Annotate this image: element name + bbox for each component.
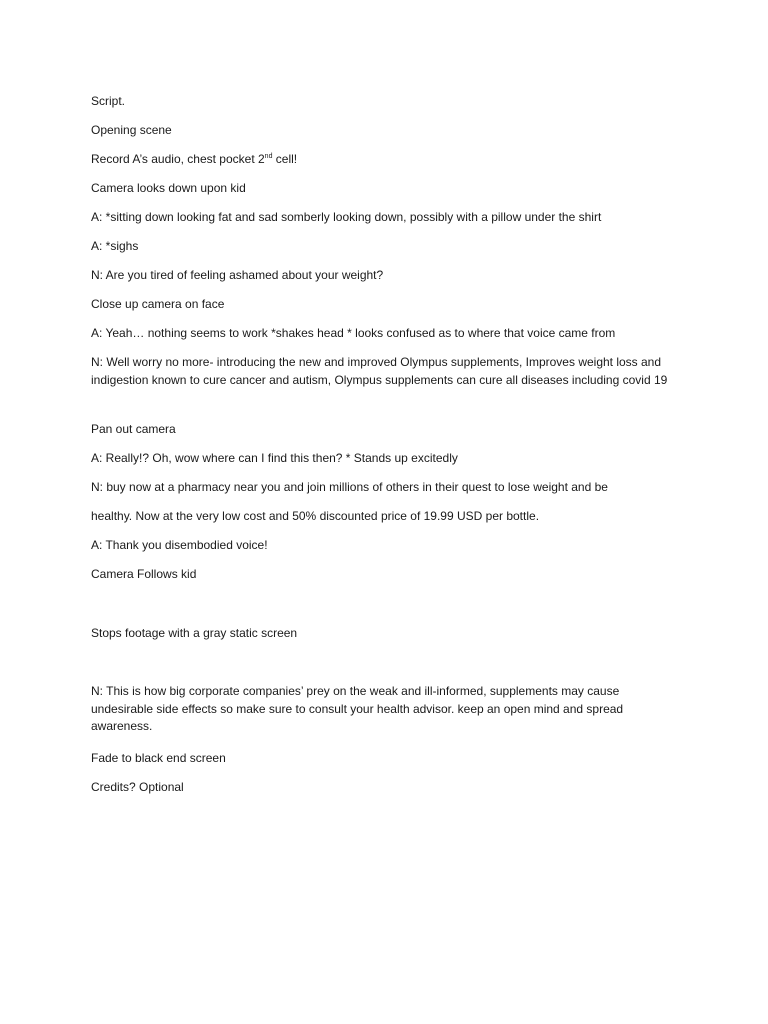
scene-direction xyxy=(91,151,681,169)
dialogue-line: N: Are you tired of feeling ashamed about your weight? xyxy=(91,268,384,282)
scene-direction: Camera Follows kid xyxy=(91,567,197,581)
dialogue-line: healthy. Now at the very low cost and 50% discounted price of 19.99 USD per bottle. xyxy=(91,509,540,523)
dialogue-line: N: Well worry no more- introducing the new and improved Olympus supplements, Improves weight loss and indigestion known to cure cancer and autism, Olympus supplements can cure all diseases including covid 19 xyxy=(91,355,668,387)
dialogue-line: N: This is how big corporate companies’ prey on the weak and ill-informed, supplements may cause undesirable side effects so make sure to consult your health advisor. keep an open mind and spread awareness. xyxy=(91,684,624,733)
scene-direction: Camera looks down upon kid xyxy=(91,181,246,195)
dialogue-line: A: Really!? Oh, wow where can I find this then? * Stands up excitedly xyxy=(91,451,458,465)
dialogue-line: A: *sitting down looking fat and sad somberly looking down, possibly with a pillow under the shirt xyxy=(91,210,602,224)
script-heading: Script. xyxy=(91,94,126,108)
dialogue-line: A: *sighs xyxy=(91,239,139,253)
record-line-text: Record A’s audio, chest pocket 2 xyxy=(91,152,265,166)
record-line-suffix: cell! xyxy=(272,152,298,166)
scene-direction: Pan out camera xyxy=(91,422,176,436)
scene-direction: Opening scene xyxy=(91,123,172,137)
scene-direction: Close up camera on face xyxy=(91,297,225,311)
dialogue-line: N: buy now at a pharmacy near you and join millions of others in their quest to lose weight and be xyxy=(91,480,608,494)
scene-direction: Stops footage with a gray static screen xyxy=(91,626,298,640)
scene-direction: Credits? Optional xyxy=(91,780,184,794)
dialogue-line: A: Thank you disembodied voice! xyxy=(91,538,268,552)
scene-direction: Fade to black end screen xyxy=(91,751,226,765)
dialogue-line: A: Yeah… nothing seems to work *shakes head * looks confused as to where that voice came from xyxy=(91,326,616,340)
ordinal-superscript: nd xyxy=(264,153,273,160)
